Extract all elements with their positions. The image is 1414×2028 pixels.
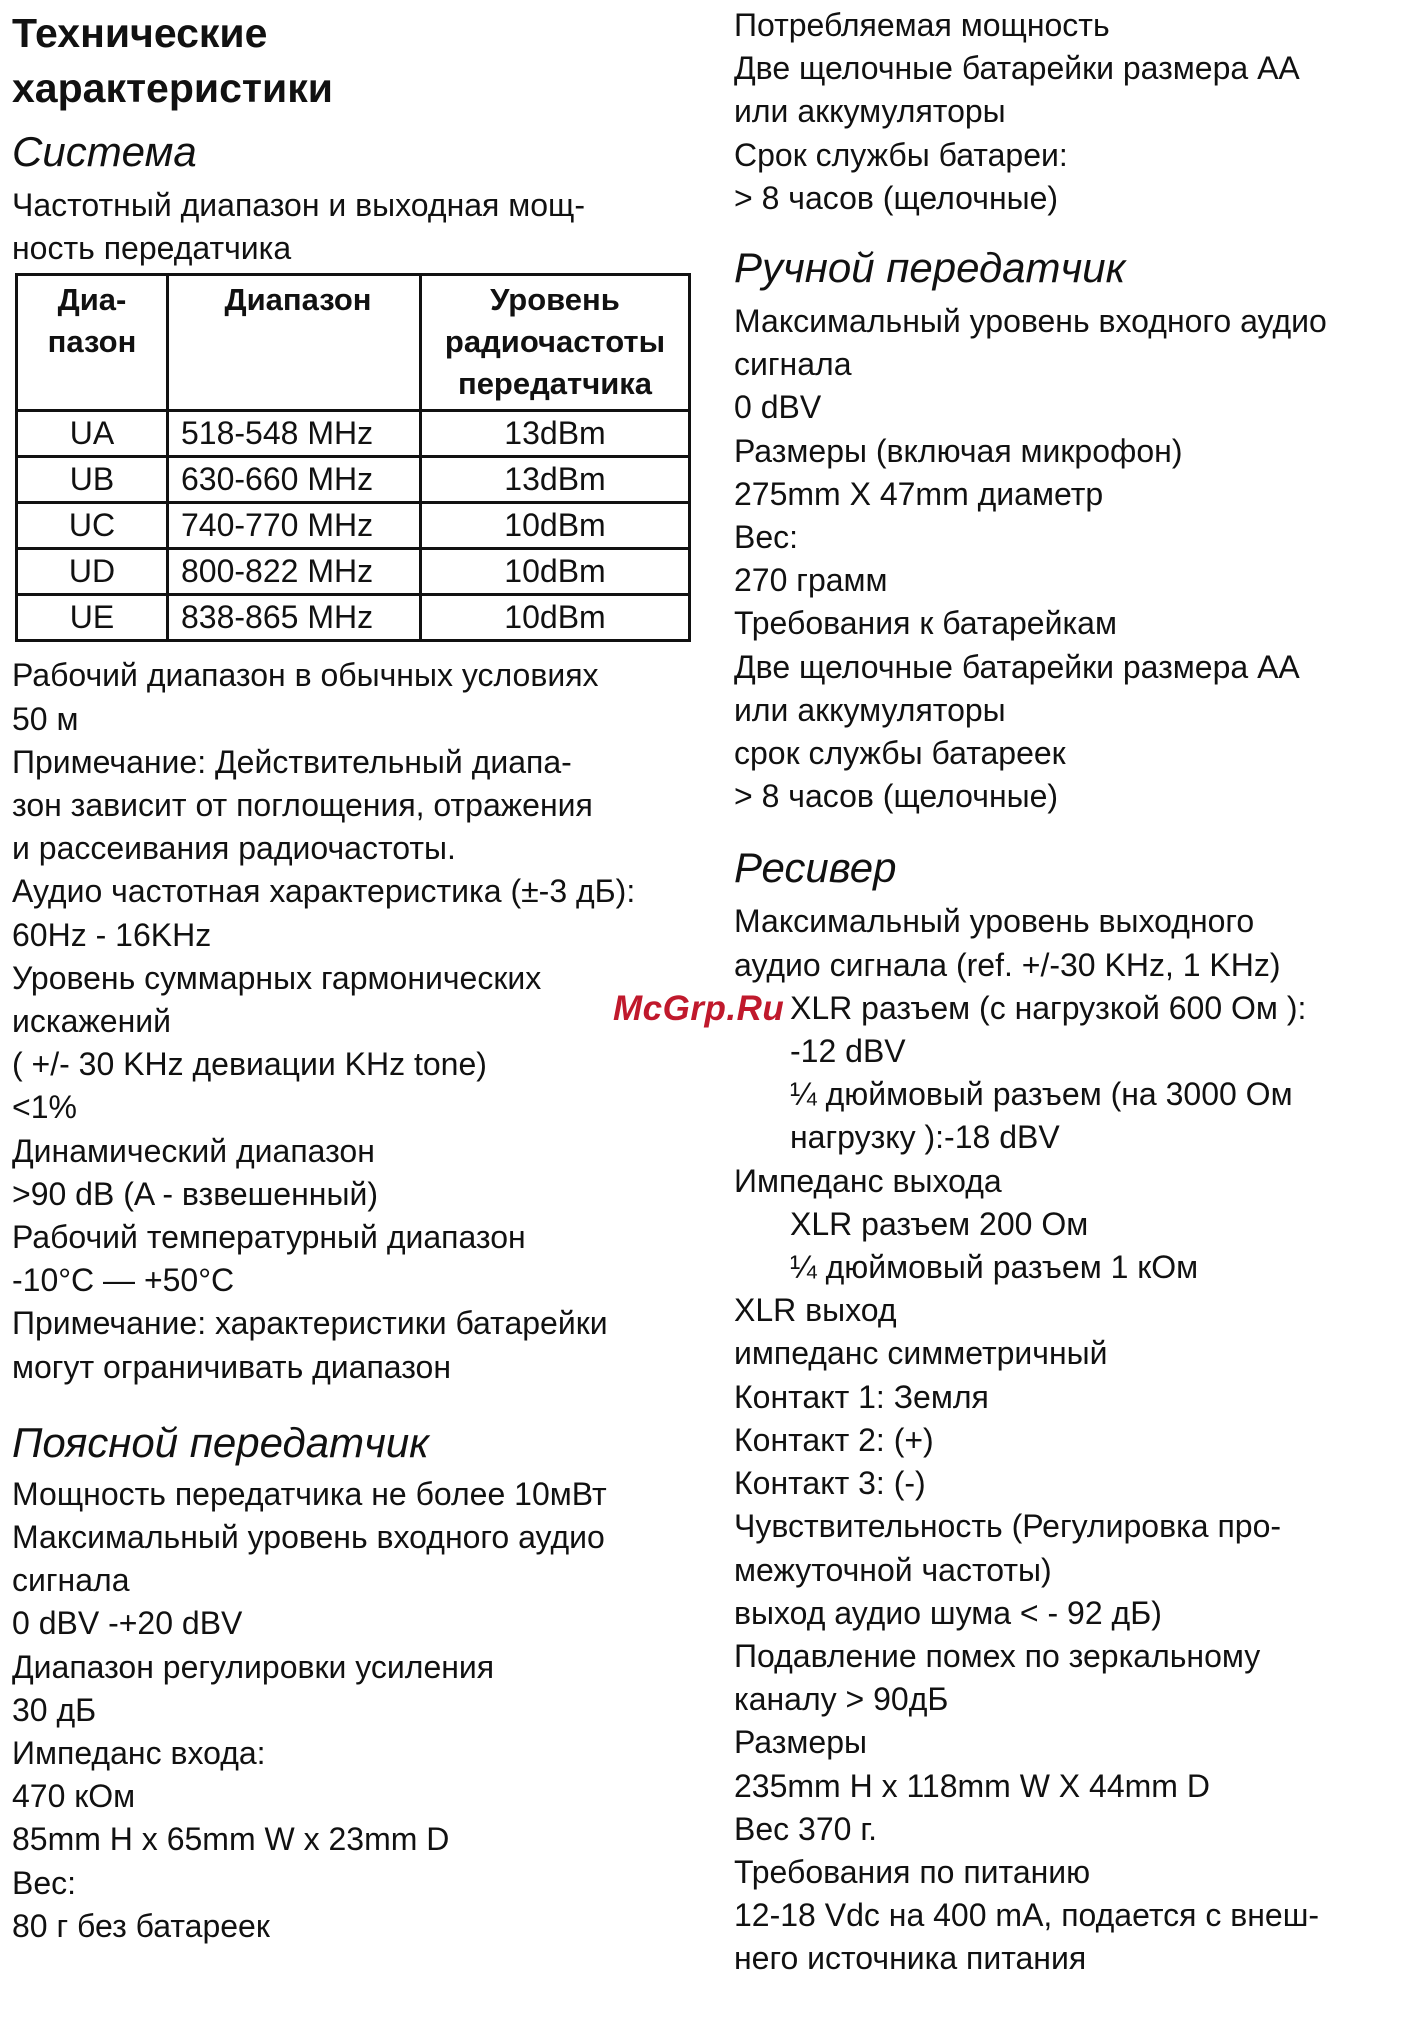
text-line: Рабочий диапазон в обычных условиях	[12, 657, 599, 694]
text-line: Диапазон регулировки усиления	[12, 1648, 495, 1685]
cell-range: 838-865 MHz	[168, 595, 421, 641]
text-line: Рабочий температурный диапазон	[12, 1219, 526, 1256]
text-line: Две щелочные батарейки размера АА	[734, 50, 1300, 87]
table-row	[17, 411, 690, 457]
section-title-belt-transmitter: Поясной передатчик	[12, 1418, 430, 1466]
text-line: 0 dBV -+20 dBV	[12, 1605, 243, 1642]
text-line: 30 дБ	[12, 1691, 97, 1728]
text-line: Примечание: Действительный диапа-	[12, 743, 572, 780]
text-line: ¼ дюймовый разъем (на 3000 Ом	[790, 1076, 1293, 1113]
text-line: него источника питания	[734, 1940, 1087, 1977]
text-line: -12 dBV	[790, 1033, 906, 1070]
text-line: 80 г без батареек	[12, 1907, 270, 1944]
text-line: искажений	[12, 1003, 171, 1040]
page-title	[12, 6, 692, 116]
text-line: аудио сигнала (ref. +/-30 KHz, 1 KHz)	[734, 946, 1281, 983]
text-line: Импеданс выхода	[734, 1162, 1002, 1199]
text-line: Контакт 1: Земля	[734, 1378, 989, 1415]
header-rf-level	[421, 275, 690, 411]
text-line: Требования по питанию	[734, 1853, 1091, 1890]
system-intro	[12, 184, 692, 270]
text-line: Размеры (включая микрофон)	[734, 432, 1183, 469]
cell-rf-level: 10dBm	[421, 503, 690, 549]
cell-range: 800-822 MHz	[168, 549, 421, 595]
header-text: Диапазон	[224, 282, 372, 318]
text-line: 50 м	[12, 700, 79, 737]
text-line: Чувствительность (Регулировка про-	[734, 1508, 1282, 1545]
left-column	[12, 0, 692, 1948]
text-line: Максимальный уровень входного аудио	[734, 303, 1327, 340]
text-line: ность передатчика	[12, 230, 292, 267]
text-line: Максимальный уровень выходного	[734, 903, 1255, 940]
cell-range: 740-770 MHz	[168, 503, 421, 549]
cell-range: 630-660 MHz	[168, 457, 421, 503]
system-details	[12, 654, 692, 1388]
text-line: межуточной частоты)	[734, 1551, 1052, 1588]
header-text: пазон	[47, 324, 137, 360]
text-line: сигнала	[12, 1562, 130, 1599]
text-line: и рассеивания радиочастоты.	[12, 830, 456, 867]
text-line: нагрузку ):-18 dBV	[790, 1119, 1060, 1156]
text-line: > 8 часов (щелочные)	[734, 778, 1059, 815]
text-line: выход аудио шума < - 92 дБ)	[734, 1594, 1162, 1631]
table-header-row	[17, 275, 690, 411]
text-line: 235mm H x 118mm W X 44mm D	[734, 1767, 1210, 1804]
text-line: > 8 часов (щелочные)	[734, 179, 1059, 216]
cell-rf-level: 13dBm	[421, 457, 690, 503]
text-line: Примечание: характеристики батарейки	[12, 1305, 608, 1342]
text-line: или аккумуляторы	[734, 691, 1006, 728]
header-band	[17, 275, 168, 411]
text-line: XLR выход	[734, 1292, 897, 1329]
text-line: Мощность передатчика не более 10мВт	[12, 1475, 607, 1512]
text-line: Вес:	[12, 1864, 77, 1901]
text-line: <1%	[12, 1089, 77, 1126]
text-line: Аудио частотная характеристика (±-3 дБ):	[12, 873, 636, 910]
text-line: 85mm H x 65mm W x 23mm D	[12, 1821, 450, 1858]
cell-rf-level: 10dBm	[421, 549, 690, 595]
text-line: или аккумуляторы	[734, 93, 1006, 130]
header-text: Уровень	[490, 282, 620, 318]
cell-range: 518-548 MHz	[168, 411, 421, 457]
table-row	[17, 595, 690, 641]
text-line: каналу > 90дБ	[734, 1681, 949, 1718]
text-line: ¼ дюймовый разъем 1 кОм	[790, 1249, 1199, 1286]
frequency-table	[15, 273, 691, 642]
right-column	[734, 0, 1404, 1981]
power-details	[734, 4, 1404, 220]
text-line: Импеданс входа:	[12, 1735, 266, 1772]
text-line: Вес:	[734, 519, 799, 556]
cell-band: UA	[17, 411, 168, 457]
text-line: Две щелочные батарейки размера АА	[734, 648, 1300, 685]
header-text: радиочастоты	[444, 324, 666, 360]
header-text: Диа-	[57, 282, 127, 318]
section-title-receiver: Ресивер	[734, 844, 897, 892]
text-line: 470 кОм	[12, 1778, 136, 1815]
text-line: XLR разъем (с нагрузкой 600 Ом ):	[790, 989, 1307, 1026]
text-line: Вес 370 г.	[734, 1810, 877, 1847]
cell-rf-level: 10dBm	[421, 595, 690, 641]
table-row	[17, 503, 690, 549]
text-line: 0 dBV	[734, 389, 822, 426]
text-line: Максимальный уровень входного аудио	[12, 1519, 605, 1556]
text-line: Срок службы батареи:	[734, 136, 1068, 173]
text-line: 270 грамм	[734, 562, 888, 599]
text-line: Частотный диапазон и выходная мощ-	[12, 187, 586, 223]
text-line: могут ограничивать диапазон	[12, 1348, 452, 1385]
text-line: зон зависит от поглощения, отражения	[12, 787, 593, 824]
text-line: Контакт 2: (+)	[734, 1421, 934, 1458]
handheld-transmitter-details	[734, 300, 1404, 818]
text-line: -10°C — +50°C	[12, 1262, 235, 1299]
page-title-line: Технические	[12, 10, 268, 56]
text-line: Уровень суммарных гармонических	[12, 959, 542, 996]
text-line: 60Hz - 16KHz	[12, 916, 212, 953]
text-line: Потребляемая мощность	[734, 7, 1110, 43]
text-line: >90 dB (A - взвешенный)	[12, 1175, 378, 1212]
watermark-logo: McGrp.Ru	[613, 989, 785, 1028]
text-line: ( +/- 30 KHz девиации KHz tone)	[12, 1046, 487, 1083]
text-line: Контакт 3: (-)	[734, 1465, 926, 1502]
text-line: XLR разъем 200 Ом	[790, 1205, 1089, 1242]
page-title-line: характеристики	[12, 65, 333, 111]
section-title-handheld-transmitter: Ручной передатчик	[734, 244, 1126, 292]
table-row	[17, 457, 690, 503]
header-text: передатчика	[457, 366, 653, 402]
cell-rf-level: 13dBm	[421, 411, 690, 457]
cell-band: UE	[17, 595, 168, 641]
text-line: Требования к батарейкам	[734, 605, 1117, 642]
text-line: Размеры	[734, 1724, 867, 1761]
text-line: Динамический диапазон	[12, 1132, 375, 1169]
cell-band: UB	[17, 457, 168, 503]
text-line: импеданс симметричный	[734, 1335, 1108, 1372]
belt-transmitter-details	[12, 1473, 692, 1948]
cell-band: UD	[17, 549, 168, 595]
text-line: Подавление помех по зеркальному	[734, 1637, 1261, 1674]
receiver-details	[734, 900, 1404, 1980]
cell-band: UC	[17, 503, 168, 549]
section-title-system: Система	[12, 128, 197, 175]
text-line: 12-18 Vdc на 400 mA, подается с внеш-	[734, 1897, 1320, 1934]
text-line: сигнала	[734, 346, 852, 383]
table-row	[17, 549, 690, 595]
header-range	[168, 275, 421, 411]
text-line: срок службы батареек	[734, 735, 1066, 772]
text-line: 275mm X 47mm диаметр	[734, 475, 1104, 512]
